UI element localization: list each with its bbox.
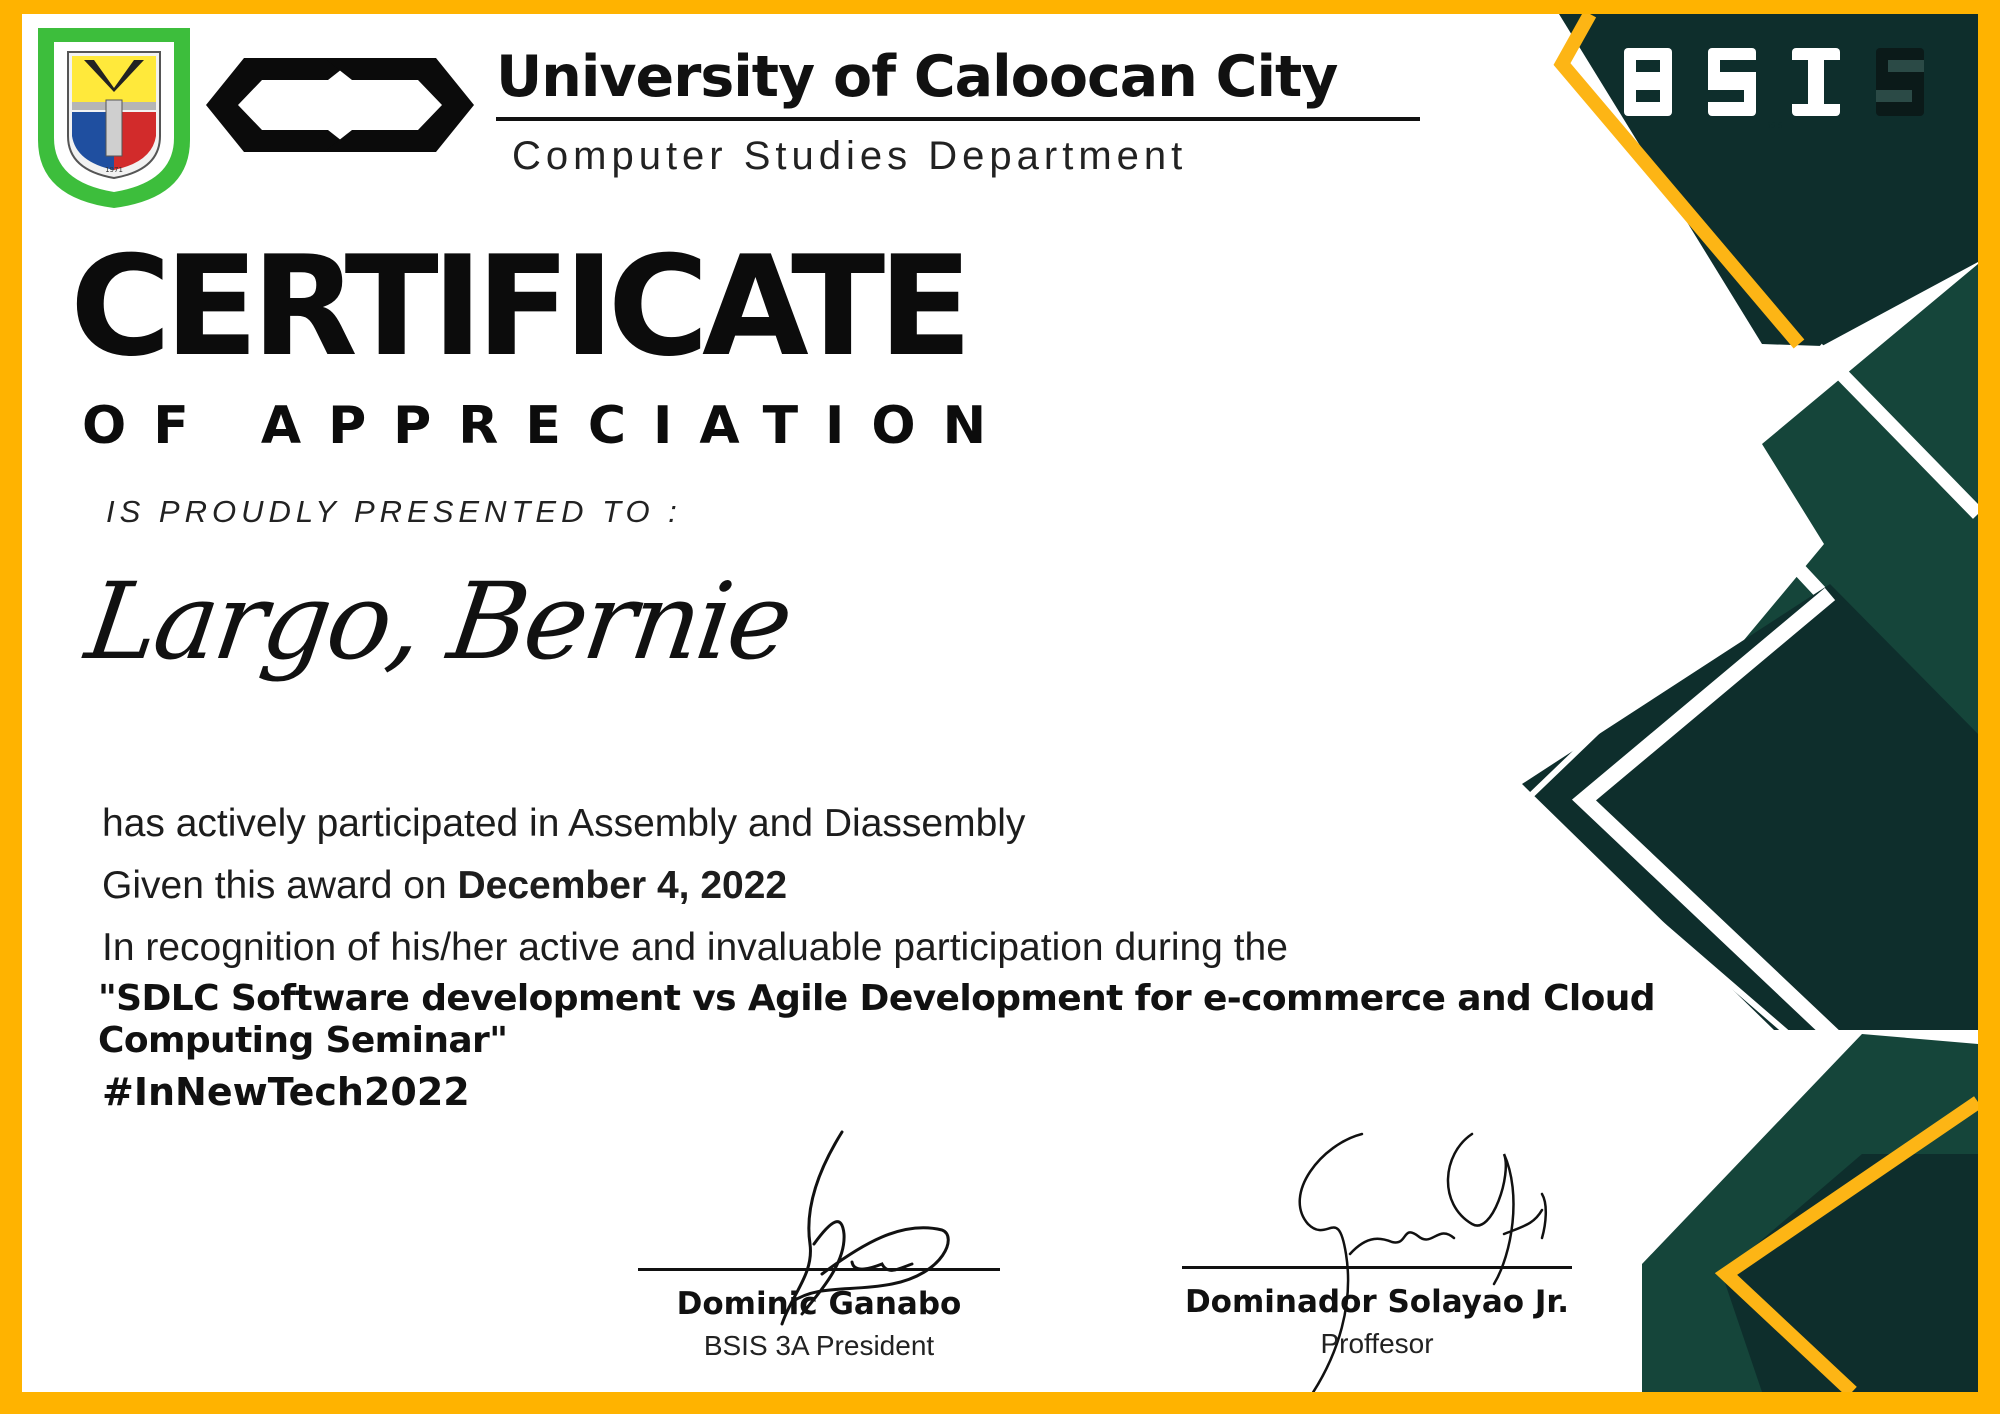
decorative-chevrons <box>22 14 1978 1392</box>
bsis-logo <box>1624 40 1944 130</box>
certificate-subtitle: OF APPRECIATION <box>82 396 1014 456</box>
signatory-1-role: BSIS 3A President <box>703 1330 935 1361</box>
department-logo <box>204 54 476 156</box>
university-name: University of Caloocan City <box>496 44 1338 110</box>
certificate-title: CERTIFICATE <box>70 226 966 387</box>
award-date-prefix: Given this award on <box>102 864 458 907</box>
signatory-2-name: Dominador Solayao Jr. <box>1184 1284 1570 1320</box>
participation-line: has actively participated in Assembly and Diassembly <box>102 802 1026 845</box>
award-date-line <box>102 864 787 908</box>
event-hashtag: #InNewTech2022 <box>102 1070 470 1114</box>
header-divider <box>496 117 1420 121</box>
signatory-1-name: Dominic Ganabo <box>676 1286 962 1322</box>
award-date: December 4, 2022 <box>457 864 788 907</box>
seminar-title: "SDLC Software development vs Agile Development for e-commerce and Cloud Computing Seminar" <box>98 978 1655 1061</box>
signatory-2-role: Proffesor <box>1320 1328 1434 1359</box>
signature-line-1 <box>638 1268 1000 1271</box>
department-name: Computer Studies Department <box>512 134 1188 178</box>
recognition-line: In recognition of his/her active and invaluable participation during the <box>102 926 1288 969</box>
presented-to-label: IS PROUDLY PRESENTED TO : <box>106 494 682 529</box>
bsis-logo-text: BSIS <box>1765 121 1783 130</box>
signature-line-2 <box>1182 1266 1572 1269</box>
seal-year: 1971 <box>105 166 123 174</box>
university-seal-logo <box>34 20 194 210</box>
recipient-name: Largo, Bernie <box>79 560 798 683</box>
certificate-paper <box>22 14 1978 1392</box>
